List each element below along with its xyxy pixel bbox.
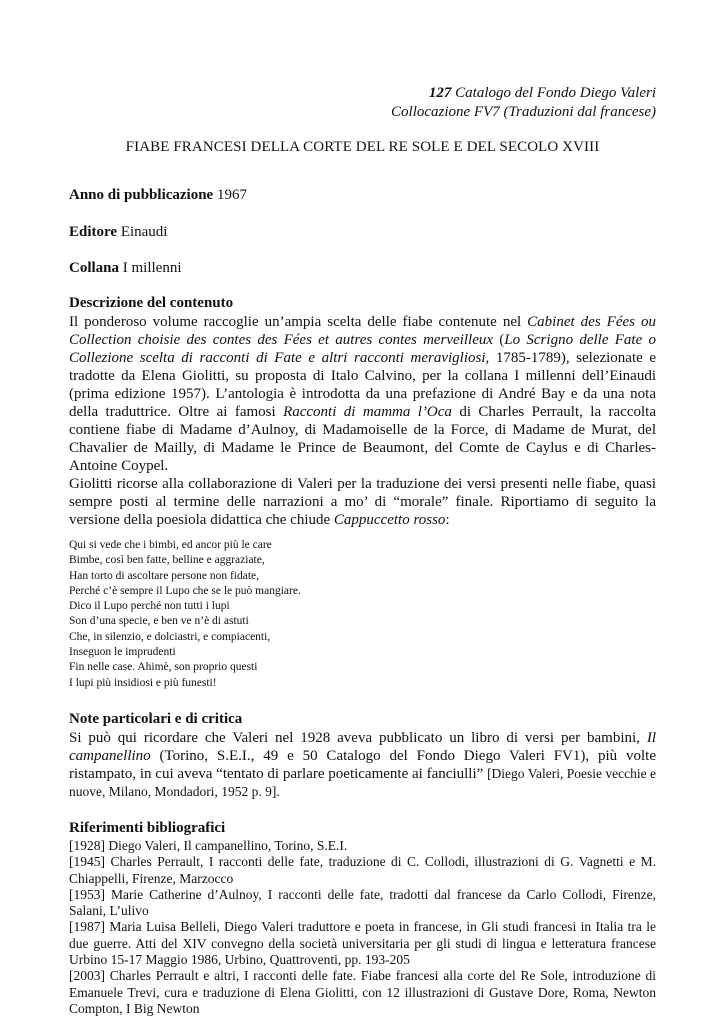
descrizione-heading: Descrizione del contenuto xyxy=(69,295,234,311)
italic-title: Cappuccetto rosso xyxy=(333,512,446,528)
poem xyxy=(69,538,656,691)
editore-label: Editore xyxy=(69,224,118,240)
catalog-header xyxy=(69,84,656,122)
poem-line: Fin nelle case. Ahimè, son proprio questi xyxy=(69,661,258,674)
poem-line: Son d’una specie, e ben ve n’è di astuti xyxy=(69,615,249,628)
anno-field xyxy=(69,186,656,205)
text-run: : xyxy=(445,512,450,528)
descrizione-paragraph-1 xyxy=(69,313,656,475)
text-run: ( xyxy=(493,332,505,348)
poem-line: Che, in silenzio, e dolciastri, e compiacenti, xyxy=(69,630,271,643)
references-list xyxy=(69,838,656,1017)
text-run: di Charles Perrault, la raccolta contiene fiabe di Madame d’Aulnoy, di Madamoiselle de la Force, di Madame de Murat, del Chavalier de Mailly, di Madame le Prince de Beaumont, del Comte de Caylus e di Charles-Antoine Coypel. xyxy=(69,404,656,474)
italic-title: Cabinet des Fées ou Collection choisie des contes des Fées et autres contes merveilleux xyxy=(69,314,656,348)
citation: [Diego Valeri, Poesie vecchie e nuove, Milano, Mondadori, 1952 p. 9]. xyxy=(69,765,657,799)
text-run: Si può qui ricordare che Valeri nel 1928 aveva pubblicato un libro di versi per bambini, xyxy=(69,729,647,746)
text-run: , 1785-1789), selezionate e tradotte da Elena Giolitti, su proposta di Italo Calvino, per la collana I millenni dell’Einaudi (prima edizione 1957). L’antologia è introdotta da una prefazione di André Bay e da una nota della traduttrice. Oltre ai famosi xyxy=(69,350,657,420)
note-paragraph xyxy=(69,729,656,801)
poem-line: I lupi più insidiosi e più funesti! xyxy=(69,676,217,689)
reference-item: [1953] Marie Catherine d’Aulnoy, I racconti delle fate, tradotti dal francese da Carlo Collodi, Firenze, Salani, L’ulivo xyxy=(69,886,656,919)
reference-item: [1987] Maria Luisa Belleli, Diego Valeri traduttore e poeta in francese, in Gli studi francesi in Italia tra le due guerre. Atti del XIV convegno della società universitaria per gli studi di lingua e letteratura francese Urbino 15-17 Maggio 1986, Urbino, Quattroventi, pp. 193-205 xyxy=(69,919,656,968)
collocation-line: Collocazione FV7 (Traduzioni dal francese) xyxy=(391,104,656,120)
catalog-number: 127 xyxy=(428,85,452,101)
poem-line: Qui si vede che i bimbi, ed ancor più le care xyxy=(69,539,272,551)
anno-label: Anno di pubblicazione xyxy=(69,187,214,203)
reference-item: [1928] Diego Valeri, Il campanellino, Torino, S.E.I. xyxy=(69,837,348,853)
descrizione-paragraph-2 xyxy=(69,475,656,529)
reference-item: [1945] Charles Perrault, I racconti delle fate, traduzione di C. Collodi, illustrazioni di G. Vagnetti e M. Chiappelli, Firenze, Marzocco xyxy=(69,854,656,886)
editore-value: Einaudi xyxy=(120,224,168,240)
italic-title: Lo Scrigno delle Fate o Collezione scelta di racconti di Fate e altri racconti meravigliosi xyxy=(69,332,656,366)
text-run: Il ponderoso volume raccoglie un’ampia scelta delle fiabe contenute nel xyxy=(69,314,528,330)
italic-title: Il campanellino xyxy=(69,729,656,764)
collana-value: I millenni xyxy=(122,260,182,276)
document-title: FIABE FRANCESI DELLA CORTE DEL RE SOLE E DEL SECOLO XVIII xyxy=(125,139,600,155)
text-run: (Torino, S.E.I., 49 e 50 Catalogo del Fondo Diego Valeri FV1), più volte ristampato, in cui aveva “tentato di parlare poeticamente ai fanciulli” xyxy=(69,747,656,782)
catalog-line xyxy=(69,84,656,103)
riferimenti-heading: Riferimenti bibliografici xyxy=(69,819,226,836)
poem-line: Bimbe, così ben fatte, belline e aggraziate, xyxy=(69,554,265,567)
collana-label: Collana xyxy=(69,260,120,276)
text-run: Giolitti ricorse alla collaborazione di Valeri per la traduzione dei versi presenti nelle fiabe, quasi sempre posti al termine delle narrazioni a mo’ di “morale” finale. Riportiamo di seguito la versione della poesiola didattica che chiude xyxy=(69,476,656,528)
poem-line: Inseguon le imprudenti xyxy=(69,646,176,659)
poem-line: Dico il Lupo perché non tutti i lupi xyxy=(69,600,230,613)
poem-line: Perché c’è sempre il Lupo che se le può mangiare. xyxy=(69,584,301,597)
poem-line: Han torto di ascoltare persone non fidate, xyxy=(69,569,260,582)
note-heading: Note particolari e di critica xyxy=(69,710,243,727)
document-page xyxy=(69,84,656,1017)
catalog-text: Catalogo del Fondo Diego Valeri xyxy=(455,85,656,101)
collana-field xyxy=(69,259,656,278)
anno-value: 1967 xyxy=(216,187,247,203)
italic-title: Racconti di mamma l’Oca xyxy=(283,404,452,420)
editore-field xyxy=(69,223,656,242)
reference-item: [2003] Charles Perrault e altri, I racconti delle fate. Fiabe francesi alla corte del Re Sole, introduzione di Emanuele Trevi, cura e traduzione di Elena Giolitti, con 12 illustrazioni di Gustave Dore, Roma, Newton Compton, I Big Newton xyxy=(69,968,656,1016)
